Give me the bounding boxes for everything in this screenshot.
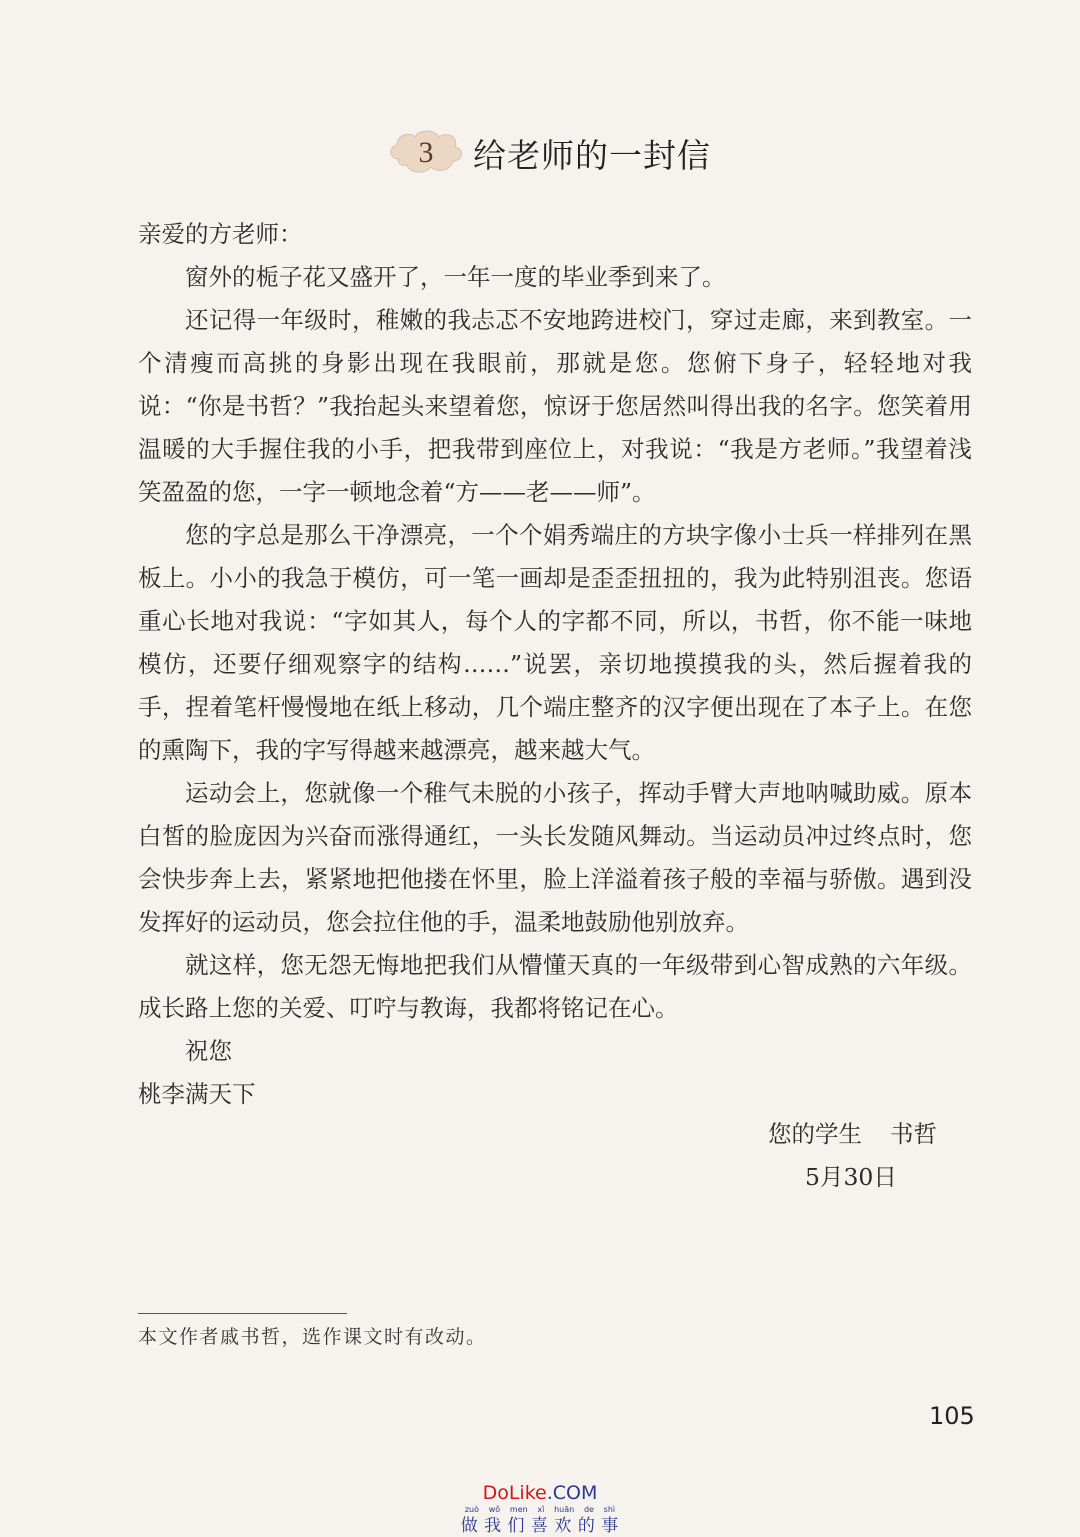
letter-wish: 桃李满天下 (138, 1080, 256, 1108)
letter-signature (768, 1113, 937, 1156)
letter-closing: 祝您 (185, 1037, 232, 1065)
letter-body (138, 213, 972, 1116)
lesson-title: 给老师的一封信 (473, 135, 711, 175)
footnote: 本文作者戚书哲，选作课文时有改动。 (138, 1326, 487, 1348)
letter-date: 5月30日 (805, 1163, 897, 1191)
letter-paragraph: 运动会上，您就像一个稚气未脱的小孩子，挥动手臂大声地呐喊助威。原本白皙的脸庞因为兴奋而涨得通红，一头长发随风舞动。当运动员冲过终点时，您会快步奔上去，紧紧地把他搂在怀里，脸上洋溢着孩子般的幸福与骄傲。遇到没发挥好的运动员，您会拉住他的手，温柔地鼓励他别放弃。 (138, 779, 972, 936)
lesson-number-badge (385, 125, 467, 181)
lesson-number: 3 (418, 136, 434, 169)
watermark-pinyin: zuò wǒ men xǐ huān de shì (464, 1505, 616, 1514)
signature-role: 您的学生 (768, 1120, 862, 1148)
watermark-brand: DoLike.COM (482, 1482, 598, 1504)
watermark (452, 1481, 628, 1537)
watermark-slogan: 做 我 们 喜 欢 的 事 (460, 1516, 620, 1536)
letter-paragraph: 窗外的栀子花又盛开了，一年一度的毕业季到来了。 (185, 263, 726, 291)
letter-paragraph: 还记得一年级时，稚嫩的我忐忑不安地跨进校门，穿过走廊，来到教室。一个清瘦而高挑的身影出现在我眼前，那就是您。您俯下身子，轻轻地对我说：“你是书哲？”我抬起头来望着您，惊讶于您居然叫得出我的名字。您笑着用温暖的大手握住我的小手，把我带到座位上，对我说：“我是方老师。”我望着浅笑盈盈的您，一字一顿地念着“方——老——师”。 (138, 306, 972, 506)
letter-salutation: 亲爱的方老师： (138, 220, 303, 248)
lesson-heading (385, 122, 711, 184)
footnote-divider (138, 1313, 347, 1314)
letter-paragraph: 您的字总是那么干净漂亮，一个个娟秀端庄的方块字像小士兵一样排列在黑板上。小小的我急于模仿，可一笔一画却是歪歪扭扭的，我为此特别沮丧。您语重心长地对我说：“字如其人，每个人的字都不同，所以，书哲，你不能一味地模仿，还要仔细观察字的结构……”说罢，亲切地摸摸我的头，然后握着我的手，捏着笔杆慢慢地在纸上移动，几个端庄整齐的汉字便出现在了本子上。在您的熏陶下，我的字写得越来越漂亮，越来越大气。 (138, 521, 972, 764)
page-number: 105 (929, 1402, 975, 1430)
letter-paragraph: 就这样，您无怨无悔地把我们从懵懂天真的一年级带到心智成熟的六年级。成长路上您的关爱、叮咛与教诲，我都将铭记在心。 (138, 951, 972, 1022)
signature-name: 书哲 (890, 1120, 937, 1148)
